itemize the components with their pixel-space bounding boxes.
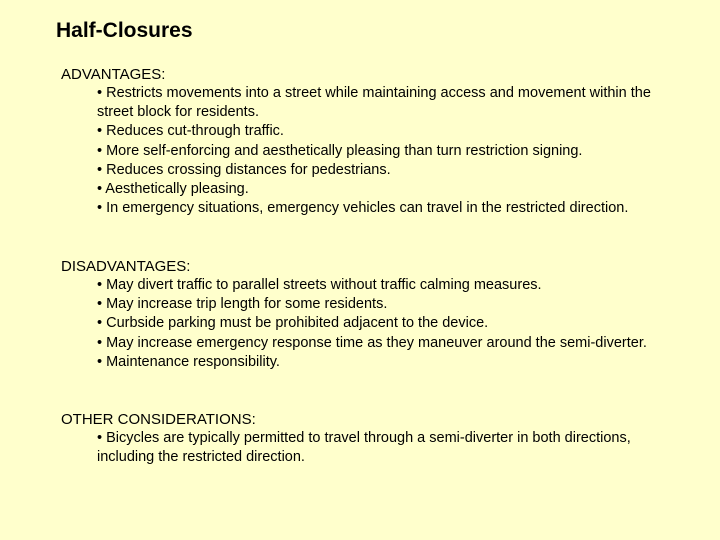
advantages-list: [61, 84, 661, 218]
disadvantages-section: [61, 257, 661, 372]
list-item: • Reduces crossing distances for pedestrians.: [97, 161, 391, 178]
advantages-section: [61, 65, 661, 218]
list-item: • Aesthetically pleasing.: [97, 181, 249, 198]
disadvantages-list: [61, 276, 661, 372]
disadvantages-heading: DISADVANTAGES:: [61, 258, 191, 275]
advantages-heading: ADVANTAGES:: [61, 66, 166, 83]
list-item: • Maintenance responsibility.: [97, 353, 280, 370]
other-considerations-heading: OTHER CONSIDERATIONS:: [61, 411, 256, 428]
list-item: • May increase emergency response time as they maneuver around the semi-diverter.: [97, 334, 647, 351]
slide-title: Half-Closures: [56, 19, 193, 42]
list-item: • May increase trip length for some residents.: [97, 296, 388, 313]
list-item: • May divert traffic to parallel streets without traffic calming measures.: [97, 277, 542, 293]
other-considerations-list: [61, 429, 661, 467]
other-considerations-section: [61, 410, 661, 467]
list-item: • Restricts movements into a street while maintaining access and movement within the street block for residents.: [97, 85, 651, 121]
list-item: • Reduces cut-through traffic.: [97, 123, 284, 140]
list-item: • Curbside parking must be prohibited adjacent to the device.: [97, 315, 489, 332]
list-item: • Bicycles are typically permitted to travel through a semi-diverter in both directions, including the restricted direction.: [97, 430, 631, 466]
list-item: • In emergency situations, emergency vehicles can travel in the restricted direction.: [97, 200, 629, 217]
list-item: • More self-enforcing and aesthetically pleasing than turn restriction signing.: [97, 142, 583, 159]
